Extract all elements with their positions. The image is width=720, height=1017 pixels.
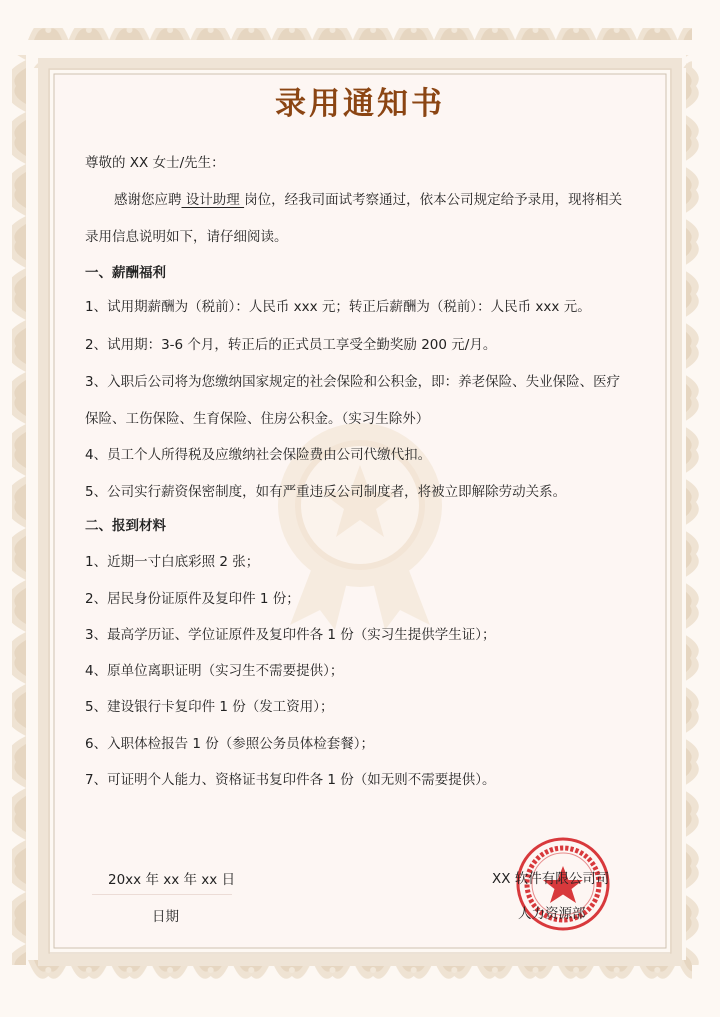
- list-item: 2、居民身份证原件及复印件 1 份；: [85, 591, 300, 607]
- list-item: 5、公司实行薪资保密制度，如有严重违反公司制度者，将被立即解除劳动关系。: [85, 484, 567, 500]
- intro-suffix: 岗位，经我司面试考察通过，依本公司规定给予录用，现将相关: [244, 192, 623, 208]
- signature-date-rule: [92, 894, 232, 895]
- intro-paragraph: [114, 191, 622, 209]
- list-item: 2、试用期：3-6 个月，转正后的正式员工享受全勤奖励 200 元/月。: [85, 337, 497, 353]
- list-item: 1、近期一寸白底彩照 2 张；: [85, 554, 260, 570]
- list-item-continuation: 保险、工伤保险、生育保险、住房公积金。（实习生除外）: [85, 411, 430, 427]
- list-item: 3、最高学历证、学位证原件及复印件各 1 份（实习生提供学生证）；: [85, 627, 496, 643]
- list-item: 4、原单位离职证明（实习生不需要提供）；: [85, 663, 344, 679]
- department-name: 人力资源部: [518, 906, 586, 922]
- section-heading-materials: 二、报到材料: [85, 518, 166, 534]
- list-item: 6、入职体检报告 1 份（参照公务员体检套餐）；: [85, 736, 375, 752]
- company-name: XX 软件有限公司司: [492, 871, 610, 887]
- list-item: 1、试用期薪酬为（税前）：人民币 xxx 元；转正后薪酬为（税前）：人民币 xxx 元。: [85, 299, 591, 315]
- signature-date-value: 20xx 年 xx 年 xx 日: [108, 872, 236, 888]
- signature-date-label: 日期: [152, 909, 179, 925]
- section-heading-salary: 一、薪酬福利: [85, 265, 166, 281]
- list-item: 3、入职后公司将为您缴纳国家规定的社会保险和公积金，即：养老保险、失业保险、医疗: [85, 374, 621, 390]
- position-name: 设计助理: [181, 192, 245, 208]
- page-title: 录用通知书: [275, 86, 445, 122]
- list-item: 7、可证明个人能力、资格证书复印件各 1 份（如无则不需要提供）。: [85, 772, 496, 788]
- greeting: 尊敬的 XX 女士/先生：: [85, 155, 225, 171]
- intro-prefix: 感谢您应聘: [114, 192, 182, 208]
- intro-line-2: 录用信息说明如下，请仔细阅读。: [85, 229, 288, 245]
- list-item: 4、员工个人所得税及应缴纳社会保险费由公司代缴代扣。: [85, 447, 432, 463]
- list-item: 5、建设银行卡复印件 1 份（发工资用）；: [85, 699, 334, 715]
